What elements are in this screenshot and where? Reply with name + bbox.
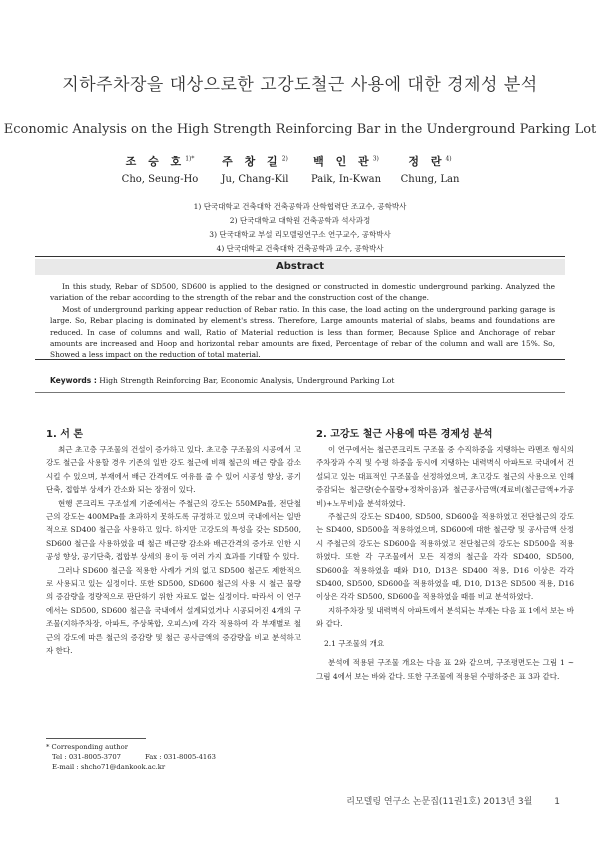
abstract-body — [50, 281, 555, 361]
keywords — [50, 376, 560, 385]
paper-title-korean: 지하주차장을 대상으로한 고강도철근 사용에 대한 경제성 분석 — [62, 75, 538, 95]
affiliation-4: 4) 단국대학교 건축대학 건축공학과 교수, 공학박사 — [216, 244, 384, 253]
author-4-sup: 4) — [445, 155, 452, 163]
section-2-paragraph-2: 주철근의 강도는 SD400, SD500, SD600을 적용하였고 전단철근의 강도는 SD400, SD500을 적용하였으며, SD600에 대한 철근량 및 공사금액 산정 시 주철근의 강도는 SD600을 적용하였고 전단철근의 강도는 SD500을 적용하였다. 또한 각 구조물에서 모든 직경의 철근을 각각 SD400, SD500, SD600을 적용하였을 때와 D10, D13은 SD400 적용, D16 이상은 각각 SD400, SD500, SD600을 적용하였을 때, D10, D13은 SD500 적용, D16 이상은 각각 SD500, SD600을 적용하였을 때를 비교 분석하였다. — [316, 512, 574, 602]
abstract-paragraph-2: Most of underground parking appear reduction of Rebar ratio. In this case, the load acting on the underground parking garage is large. So, Rebar placing is dominated by element's stress. Therefore, Large amounts material of slabs, beams and foundations are reduced. In case of columns and wall, Ratio of Material reduction is less than former, Because Splice and Anchorage of rebar amounts are increased and Hoop and horizontal rebar amounts are fixed, Percentage of rebar of the column and wall are 15%. So, Showed a less impact on the reduction of total material. — [50, 304, 555, 360]
footnote-email: E-mail : shcho71@dankook.ac.kr — [52, 763, 166, 771]
paper-title-english: Economic Analysis on the High Strength Reinforcing Bar in the Underground Parking Lot — [3, 122, 597, 137]
section-2-paragraph-3: 지하주차장 및 내력벽식 아파트에서 분석되는 부재는 다음 표 1에서 보는 바와 같다. — [316, 605, 574, 629]
author-4 — [370, 153, 490, 185]
keywords-divider — [35, 392, 565, 393]
section-1-paragraph-1: 최근 초고층 구조물의 건설이 증가하고 있다. 초고층 구조물의 시공에서 고강도 철근을 사용할 경우 기존의 일반 강도 철근에 비해 철근의 배근 량을 감소시킬 수 있으며, 부재에서 배근 간격에도 여유를 줄 수 있어 시공성 향상, 공기단축, 접합부 상세가 간소화 되는 장점이 있다. — [46, 445, 301, 495]
abstract-heading: Abstract — [35, 259, 565, 275]
author-3-name-ko: 백 인 관 — [313, 155, 373, 168]
section-1-paragraph-3: 그러나 SD600 철근을 적용한 사례가 거의 없고 SD500 철근도 제한적으로 사용되고 있는 실정이다. 또한 SD500, SD600 철근의 사용 시 철근 물량의 증감량을 정량적으로 판단하기 위한 자료도 없는 실정이다. 따라서 이 연구에서는 SD500, SD600 철근을 국내에서 설계되었거나 시공되어진 4개의 구조물(지하주차장, 아파트, 주상복합, 오피스)에 각각 적용하여 각 부재별로 철근의 강도에 따른 철근의 증감량 및 철근 공사금액의 증감량을 비교 분석하고자 한다. — [46, 565, 301, 656]
author-3-sup: 3) — [372, 155, 379, 163]
section-2-body — [316, 443, 574, 683]
footnote-divider — [46, 738, 146, 739]
keywords-text: High Strength Reinforcing Bar, Economic Analysis, Underground Parking Lot — [99, 376, 395, 385]
section-2-heading: 2. 고강도 철근 사용에 따른 경제성 분석 — [316, 429, 493, 440]
section-1-paragraph-2: 현행 콘크리트 구조설계 기준에서는 주철근의 강도는 550MPa를, 전단철근의 강도는 400MPa를 초과하지 못하도록 규정하고 있으며 국내에서는 일반적으로 SD400 철근을 사용하고 있다. 하지만 고강도의 특성을 갖는 SD500, SD600 철근을 사용하였을 때 철근 배근량 감소와 배근간격의 증가로 인한 시공성 향상, 공기단축, 접합부 상세의 용이 등 여러 가지 효과를 기대할 수 있다. — [46, 498, 301, 562]
author-3-name-en: Paik, In-Kwan — [310, 174, 382, 185]
page-number: 1 — [554, 797, 560, 807]
affiliations — [0, 200, 600, 256]
subsection-2-1-heading: 2.1 구조물의 개요 — [324, 638, 385, 648]
author-1-name-ko: 조 승 호 — [125, 155, 186, 168]
author-2-name-ko: 주 창 길 — [222, 155, 282, 168]
author-2-name-en: Ju, Chang-Kil — [221, 174, 289, 185]
subsection-2-1-paragraph: 분석에 적용된 구조물 개요는 다음 표 2와 같으며, 구조평면도는 그림 1 ~ 그림 4에서 보는 바와 같다. 또한 구조물에 적용된 수평하중은 표 3과 같다. — [316, 658, 574, 681]
affiliation-3: 3) 단국대학교 부설 리모델링연구소 연구교수, 공학박사 — [209, 230, 391, 239]
affiliation-2: 2) 단국대학교 대학원 건축공학과 석사과정 — [229, 216, 371, 225]
author-4-name-ko: 정 란 — [408, 155, 446, 168]
affiliation-1: 1) 단국대학교 건축대학 건축공학과 산학협력단 조교수, 공학박사 — [193, 202, 407, 211]
footnote — [46, 742, 216, 772]
author-2-sup: 2) — [281, 155, 288, 163]
keywords-label: Keywords : — [50, 376, 97, 385]
author-1-sup: 1)* — [185, 155, 195, 163]
author-4-name-en: Chung, Lan — [400, 174, 460, 185]
footnote-label: * Corresponding author — [46, 743, 128, 751]
footer-journal: 리모델링 연구소 논문집(11권1호) 2013년 3월 — [346, 797, 533, 807]
section-1-body — [46, 443, 301, 658]
footnote-tel: Tel : 031-8005-3707 — [52, 753, 121, 761]
page-footer — [346, 794, 560, 807]
author-1-name-en: Cho, Seung-Ho — [121, 174, 199, 185]
abstract-paragraph-1: In this study, Rebar of SD500, SD600 is applied to the designed or constructed in domestic underground parking. Analyzed the variation of the rebar according to the strength of the rebar and the construction cost of the change. — [50, 282, 555, 303]
section-1-heading: 1. 서 론 — [46, 429, 84, 440]
footnote-fax: Fax : 031-8005-4163 — [144, 753, 216, 761]
section-2-paragraph-1: 이 연구에서는 철근콘크리트 구조물 중 수직하중을 지탱하는 라멘조 형식의 주차장과 수직 및 수평 하중을 동시에 지탱하는 내력벽식 아파트로 국내에서 건설되고 있는 대표적인 구조물을 선정하였으며, 초고강도 철근의 사용으로 인해 증감되는 철근량(순수물량+정착이음)과 철근공사금액(재료비(철근금액+가공비)+노무비)을 분석하였다. — [316, 445, 574, 508]
